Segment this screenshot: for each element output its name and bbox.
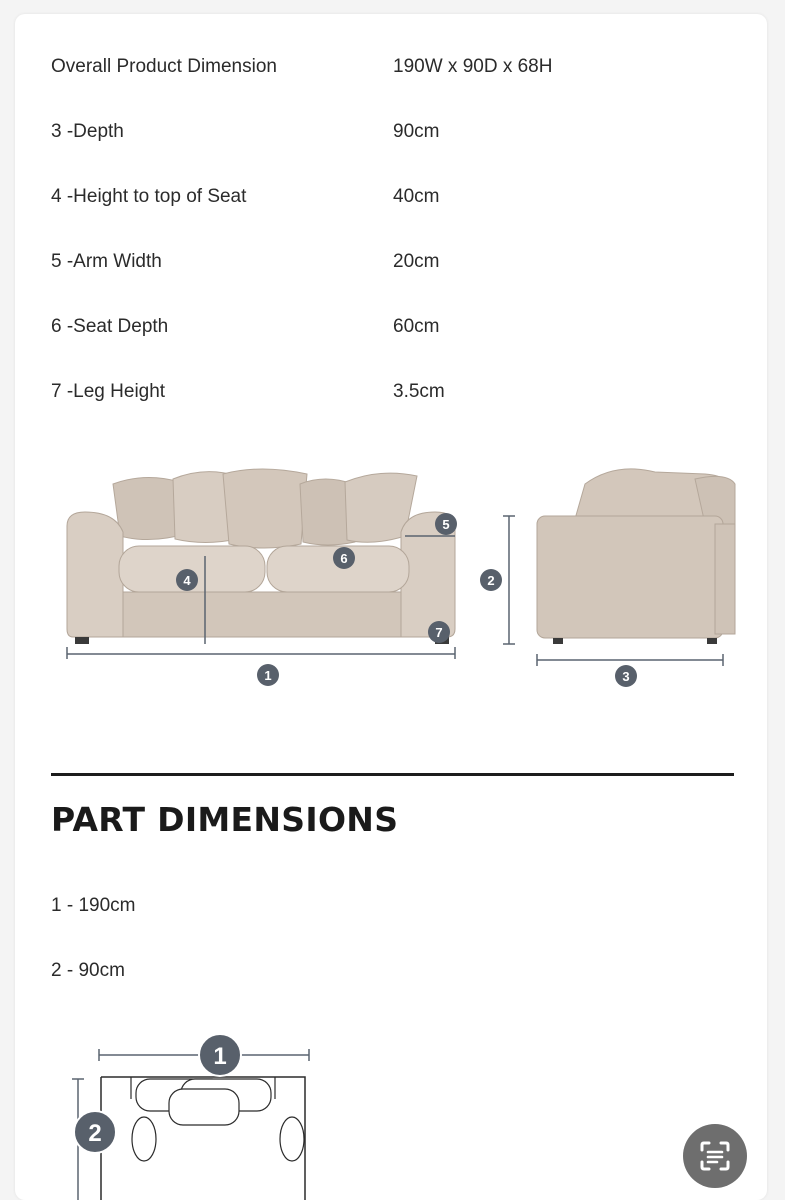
sofa-top-view-diagram — [51, 1019, 331, 1200]
marker-label: 2 — [487, 573, 495, 588]
spec-label: 5 -Arm Width — [51, 251, 162, 272]
spec-row-arm-width — [51, 249, 731, 275]
dimension-marker-3 — [615, 665, 637, 687]
spec-value: 60cm — [393, 316, 440, 337]
spec-label: Overall Product Dimension — [51, 56, 277, 77]
sofa-side-view — [503, 469, 735, 666]
dimension-marker-4 — [176, 569, 198, 591]
spec-label: 3 -Depth — [51, 121, 124, 142]
marker-label: 6 — [340, 551, 348, 566]
spec-label: 7 -Leg Height — [51, 381, 166, 402]
spec-value: 40cm — [393, 186, 440, 207]
spec-value: 90cm — [393, 121, 440, 142]
spec-value: 3.5cm — [393, 381, 445, 402]
marker-label: 3 — [622, 669, 630, 684]
scan-text-icon — [698, 1139, 732, 1173]
marker-label: 1 — [213, 1043, 227, 1070]
spec-row-seat-depth — [51, 314, 731, 340]
dimension-marker-6 — [333, 547, 355, 569]
marker-label: 4 — [183, 573, 191, 588]
spec-row-leg-height — [51, 379, 731, 405]
marker-label: 1 — [264, 668, 272, 683]
marker-label: 7 — [435, 625, 443, 640]
top-view-marker-1 — [199, 1034, 241, 1076]
dimension-marker-5 — [435, 513, 457, 535]
section-title: PART DIMENSIONS — [51, 800, 399, 839]
dimension-marker-7 — [428, 621, 450, 643]
spec-row-depth — [51, 119, 731, 145]
spec-row-seat-height — [51, 184, 731, 210]
spec-label: 4 -Height to top of Seat — [51, 186, 247, 207]
sofa-dimension-diagram — [15, 444, 767, 704]
spec-value: 20cm — [393, 251, 440, 272]
section-divider — [51, 773, 734, 776]
spec-row-overall — [51, 54, 731, 80]
top-view-marker-2 — [74, 1111, 116, 1153]
spec-label: 6 -Seat Depth — [51, 316, 169, 337]
dimension-marker-1 — [257, 664, 279, 686]
sofa-front-view — [67, 469, 455, 659]
part-dimension-item: 1 - 190cm — [51, 895, 136, 916]
dimension-marker-2 — [480, 569, 502, 591]
spec-value: 190W x 90D x 68H — [393, 56, 553, 77]
scan-text-button[interactable] — [683, 1124, 747, 1188]
product-spec-card — [15, 14, 767, 1200]
marker-label: 2 — [88, 1120, 102, 1147]
marker-label: 5 — [442, 517, 450, 532]
part-dimension-item: 2 - 90cm — [51, 960, 125, 981]
